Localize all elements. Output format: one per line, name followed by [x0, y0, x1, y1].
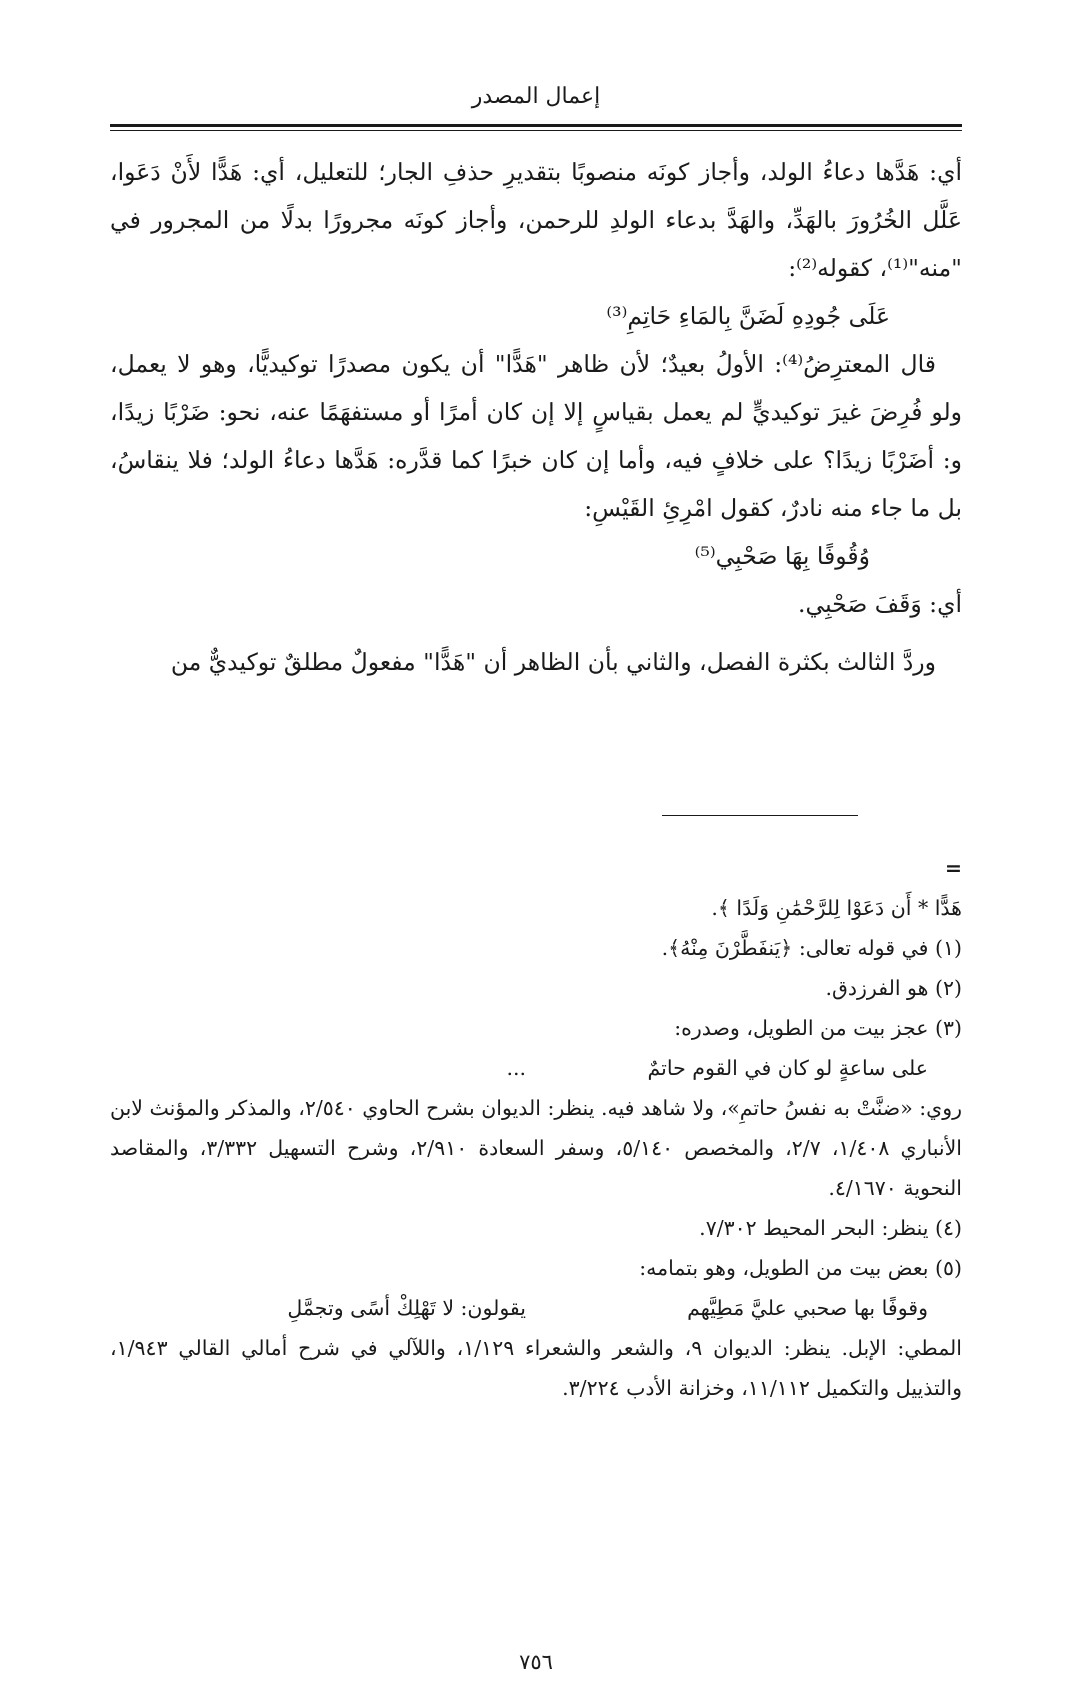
paragraph-1: أي: هَدَّها دعاءُ الولد، وأجاز كونَه منصوبًا بتقديرِ حذفِ الجار؛ للتعليل، أي: هَدًّا لأَنْ دَعَوا، عَلَّل الخُرُورَ بالهَدِّ، والهَدَّ بدعاء الولدِ للرحمن، وأجاز كونَه مجرورًا بدلًا من المجرور في "منه"⁽¹⁾، كقوله⁽²⁾: — [110, 158, 962, 282]
header-rule-thick — [110, 124, 962, 127]
footnote-5-note: المطي: الإبل. ينظر: الديوان ٩، والشعر والشعراء ١/١٢٩، واللآلي في شرح أمالي القالي ١/٩٤٣، والتذييل والتكميل ١١/١١٢، وخزانة الأدب ٣/٢٢٤. — [110, 1336, 962, 1400]
footnote-separator — [662, 815, 858, 816]
paragraph-2: قال المعترِضُ⁽⁴⁾: الأولُ بعيدٌ؛ لأن ظاهر "هَدًّا" أن يكون مصدرًا توكيديًّا، وهو لا يعمل، ولو فُرِضَ غيرَ توكيديٍّ لم يعمل بقياسٍ إلا إن كان أمرًا أو مستفهَمًا عنه، نحو: ضَرْبًا زيدًا، و: أضَرْبًا زيدًا؟ على خلافٍ فيه، وأما إن كان خبرًا كما قدَّره: هَدَّها دعاءُ الولد؛ فلا ينقاسُ، بل ما جاء منه نادرٌ، كقول امْرِئِ القَيْسِ: — [110, 350, 962, 522]
footnote-5-hemistich-1: وقوفًا بها صحبي عليَّ مَطِيَّهم — [687, 1296, 928, 1320]
paragraph-3: أي: وَقَفَ صَحْبِي. — [798, 590, 962, 618]
verse-2: وُقُوفًا بِهَا صَحْبِي⁽⁵⁾ — [694, 542, 870, 570]
footnote-5-intro: (٥) بعض بيت من الطويل، وهو بتمامه: — [639, 1256, 962, 1280]
page-number: ٧٥٦ — [519, 1650, 553, 1674]
footnote-3-hemistich-1: على ساعةٍ لو كان في القوم حاتمٌ — [647, 1056, 928, 1080]
footnote-4: (٤) ينظر: البحر المحيط ٧/٣٠٢. — [699, 1216, 962, 1240]
verse-1: عَلَى جُودِهِ لَضَنَّ بِالمَاءِ حَاتِمِ⁽³⁾ — [606, 302, 890, 330]
footnote-1: (١) في قوله تعالى: ﴿يَنفَطَّرْنَ مِنْهُ﴾. — [661, 936, 962, 960]
footnote-5-poem — [110, 1288, 962, 1328]
footnote-3-intro: (٣) عجز بيت من الطويل، وصدره: — [674, 1016, 962, 1040]
header-rule-thin — [110, 130, 962, 131]
footnote-5-hemistich-2: يقولون: لا تَهْلِكْ أسًى وتجمَّلِ — [287, 1296, 526, 1320]
footnote-continuation-mark: = — [944, 856, 962, 880]
running-header: إعمال المصدر — [471, 84, 601, 109]
footnote-3-note: روي: «ضنَّتْ به نفسُ حاتمِ»، ولا شاهد فيه. ينظر: الديوان بشرح الحاوي ٢/٥٤٠، والمذكر والمؤنث لابن الأنباري ١/٤٠٨، ٢/٧، والمخصص ٥/١٤٠، وسفر السعادة ٢/٩١٠، وشرح التسهيل ٣/٣٣٢، والمقاصد النحوية ٤/١٦٧٠. — [110, 1096, 963, 1200]
footnote-3-poem — [110, 1048, 962, 1088]
footnote-2: (٢) هو الفرزدق. — [825, 976, 962, 1000]
footnote-continuation: هَدًّا * أَن دَعَوْا لِلرَّحْمَٰنِ وَلَدًا ﴾. — [711, 896, 962, 920]
footnote-3-hemistich-2: ... — [506, 1056, 526, 1080]
paragraph-4: وردَّ الثالث بكثرة الفصل، والثاني بأن الظاهر أن "هَدًّا" مفعولٌ مطلقٌ توكيديٌّ من — [170, 648, 936, 676]
main-text — [110, 148, 962, 686]
footnotes — [110, 848, 962, 1408]
